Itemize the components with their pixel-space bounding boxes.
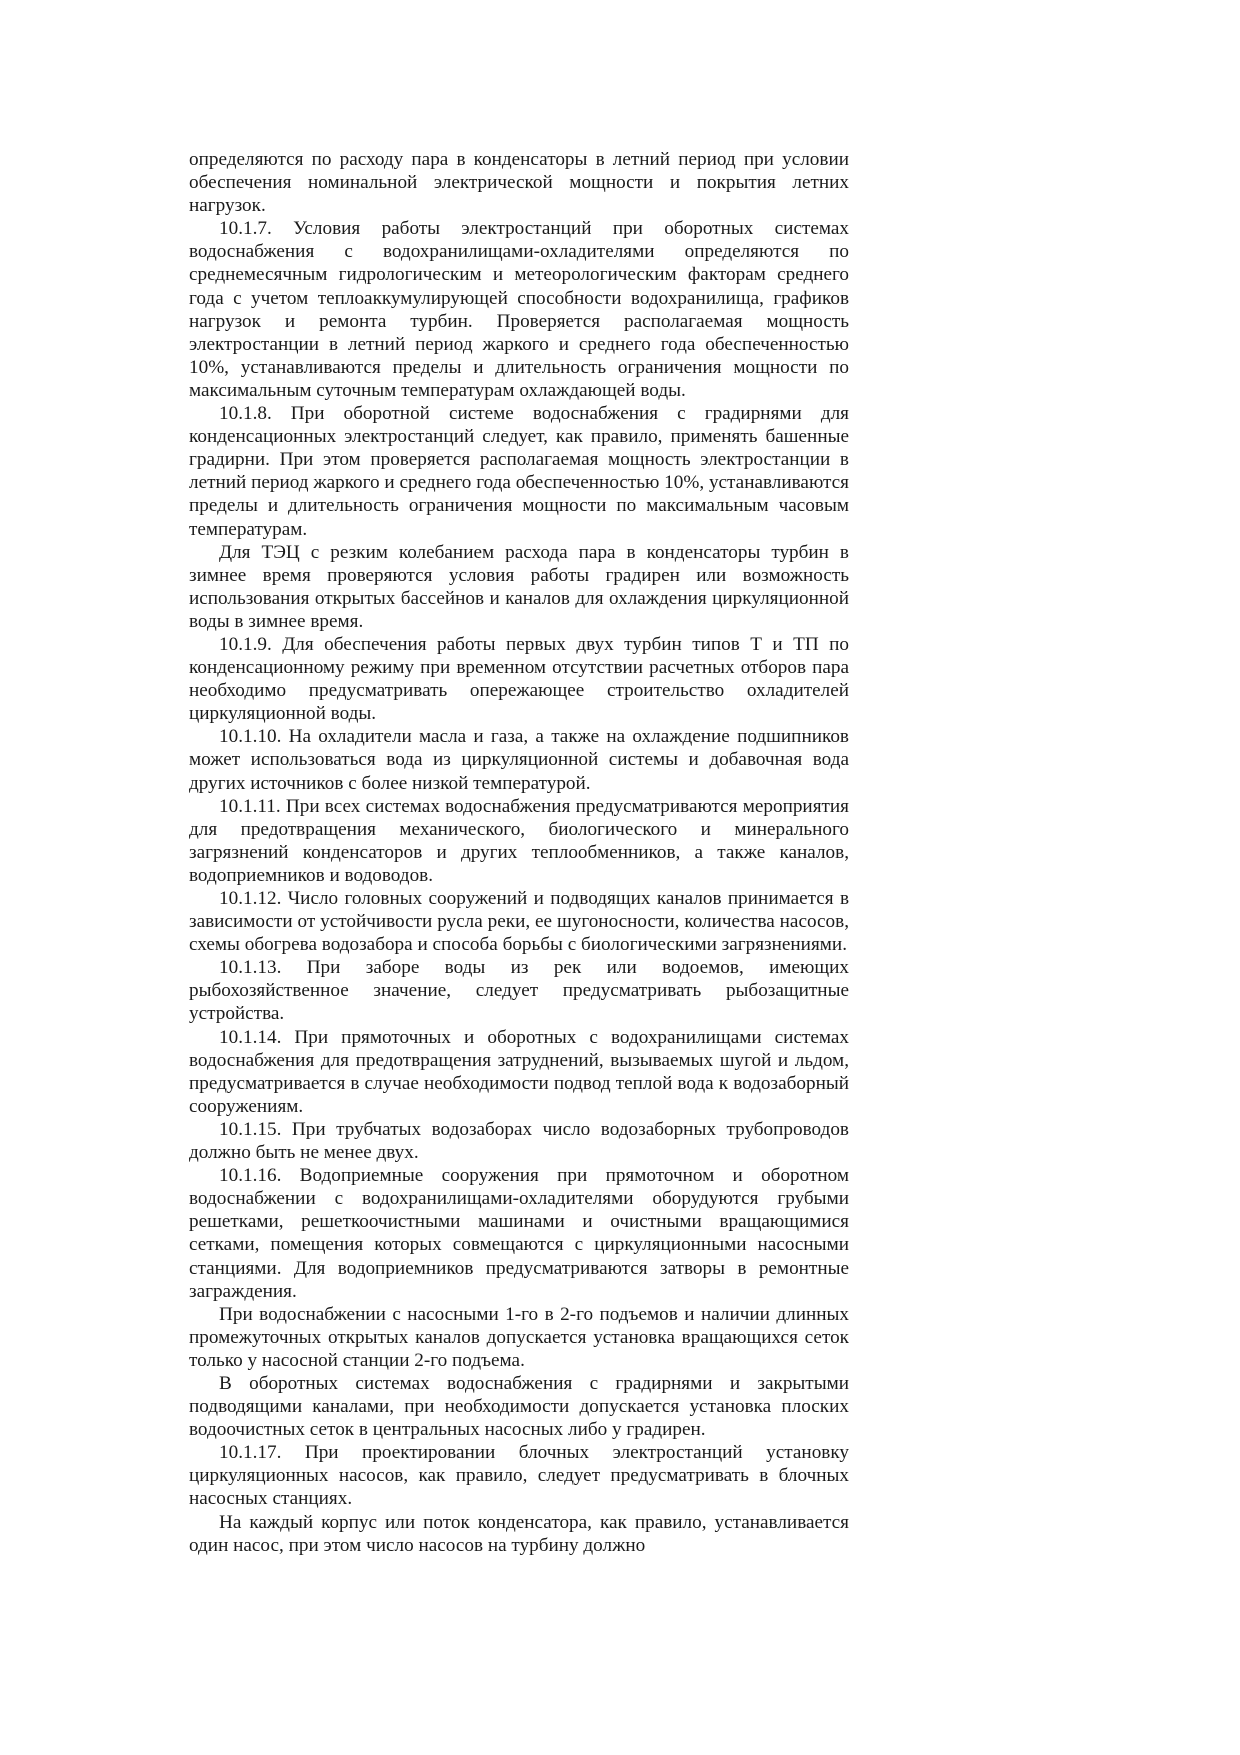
paragraph-tec-winter: Для ТЭЦ с резким колебанием расхода пара в конденсаторы турбин в зимнее время проверяются условия работы градирен или возможность использования открытых бассейнов и каналов для охлаждения циркуляционной воды в зимнее время. [189, 541, 849, 632]
paragraph-10-1-15: 10.1.15. При трубчатых водозаборах число водозаборных трубопроводов должно быть не менее двух. [189, 1118, 849, 1164]
paragraph-10-1-11: 10.1.11. При всех системах водоснабжения предусматриваются мероприятия для предотвращения механического, биологического и минерального загрязнений конденсаторов и других теплообменников, а также каналов, водоприемников и водоводов. [189, 795, 849, 886]
paragraph-10-1-13: 10.1.13. При заборе воды из рек или водоемов, имеющих рыбохозяйственное значение, следует предусматривать рыбозащитные устройства. [189, 957, 849, 1025]
paragraph-10-1-9: 10.1.9. Для обеспечения работы первых двух турбин типов Т и ТП по конденсационному режиму при временном отсутствии расчетных отборов пара необходимо предусматривать опережающее строительство охладителей циркуляционной воды. [189, 633, 849, 725]
document-body [189, 148, 849, 1557]
paragraph-10-1-17: 10.1.17. При проектировании блочных электростанций установку циркуляционных насосов, как правило, следует предусматривать в блочных насосных станциях. [189, 1442, 849, 1510]
paragraph-pump-stations: При водоснабжении с насосными 1-го в 2-го подъемов и наличии длинных промежуточных открытых каналов допускается установка вращающихся сеток только у насосной станции 2-го подъема. [189, 1303, 849, 1371]
paragraph-10-1-7: 10.1.7. Условия работы электростанций при оборотных системах водоснабжения с водохранилищами-охладителями определяются по среднемесячным гидрологическим и метеорологическим факторам среднего года с учетом теплоаккумулирующей способности водохранилища, графиков нагрузок и ремонта турбин. Проверяется располагаемая мощность электростанции в летний период жаркого и среднего года обеспеченностью 10%, устанавливаются пределы и длительность ограничения мощности по максимальным суточным температурам охлаждающей воды. [189, 218, 849, 401]
paragraph-10-1-10: 10.1.10. На охладители масла и газа, а также на охлаждение подшипников может использоваться вода из циркуляционной системы и добавочная вода других источников с более низкой температурой. [189, 726, 849, 794]
paragraph-10-1-8: 10.1.8. При оборотной системе водоснабжения с градирнями для конденсационных электростанций следует, как правило, применять башенные градирни. При этом проверяется располагаемая мощность электростанции в летний период жаркого и среднего года обеспеченностью 10%, устанавливаются пределы и длительность ограничения мощности по максимальным часовым температурам. [189, 403, 849, 540]
paragraph-10-1-16: 10.1.16. Водоприемные сооружения при прямоточном и оборотном водоснабжении с водохранилищами-охладителями оборудуются грубыми решетками, решеткоочистными машинами и очистными вращающимися сетками, помещения которых совмещаются с циркуляционными насосными станциями. Для водоприемников предусматриваются затворы в ремонтные заграждения. [189, 1165, 849, 1302]
paragraph-condenser-pumps: На каждый корпус или поток конденсатора, как правило, устанавливается один насос, при этом число насосов на турбину должно [189, 1511, 849, 1556]
paragraph-10-1-12: 10.1.12. Число головных сооружений и подводящих каналов принимается в зависимости от устойчивости русла реки, ее шугоносности, количества насосов, схемы обогрева водозабора и способа борьбы с биологическими загрязнениями. [189, 888, 849, 956]
paragraph-continuation: определяются по расходу пара в конденсаторы в летний период при условии обеспечения номинальной электрической мощности и покрытия летних нагрузок. [189, 149, 849, 217]
paragraph-10-1-14: 10.1.14. При прямоточных и оборотных с водохранилищами системах водоснабжения для предотвращения затруднений, вызываемых шугой и льдом, предусматривается в случае необходимости подвод теплой вода к водозаборный сооружениям. [189, 1026, 849, 1117]
paragraph-cooling-towers: В оборотных системах водоснабжения с градирнями и закрытыми подводящими каналами, при необходимости допускается установка плоских водоочистных сеток в центральных насосных либо у градирен. [189, 1372, 849, 1441]
